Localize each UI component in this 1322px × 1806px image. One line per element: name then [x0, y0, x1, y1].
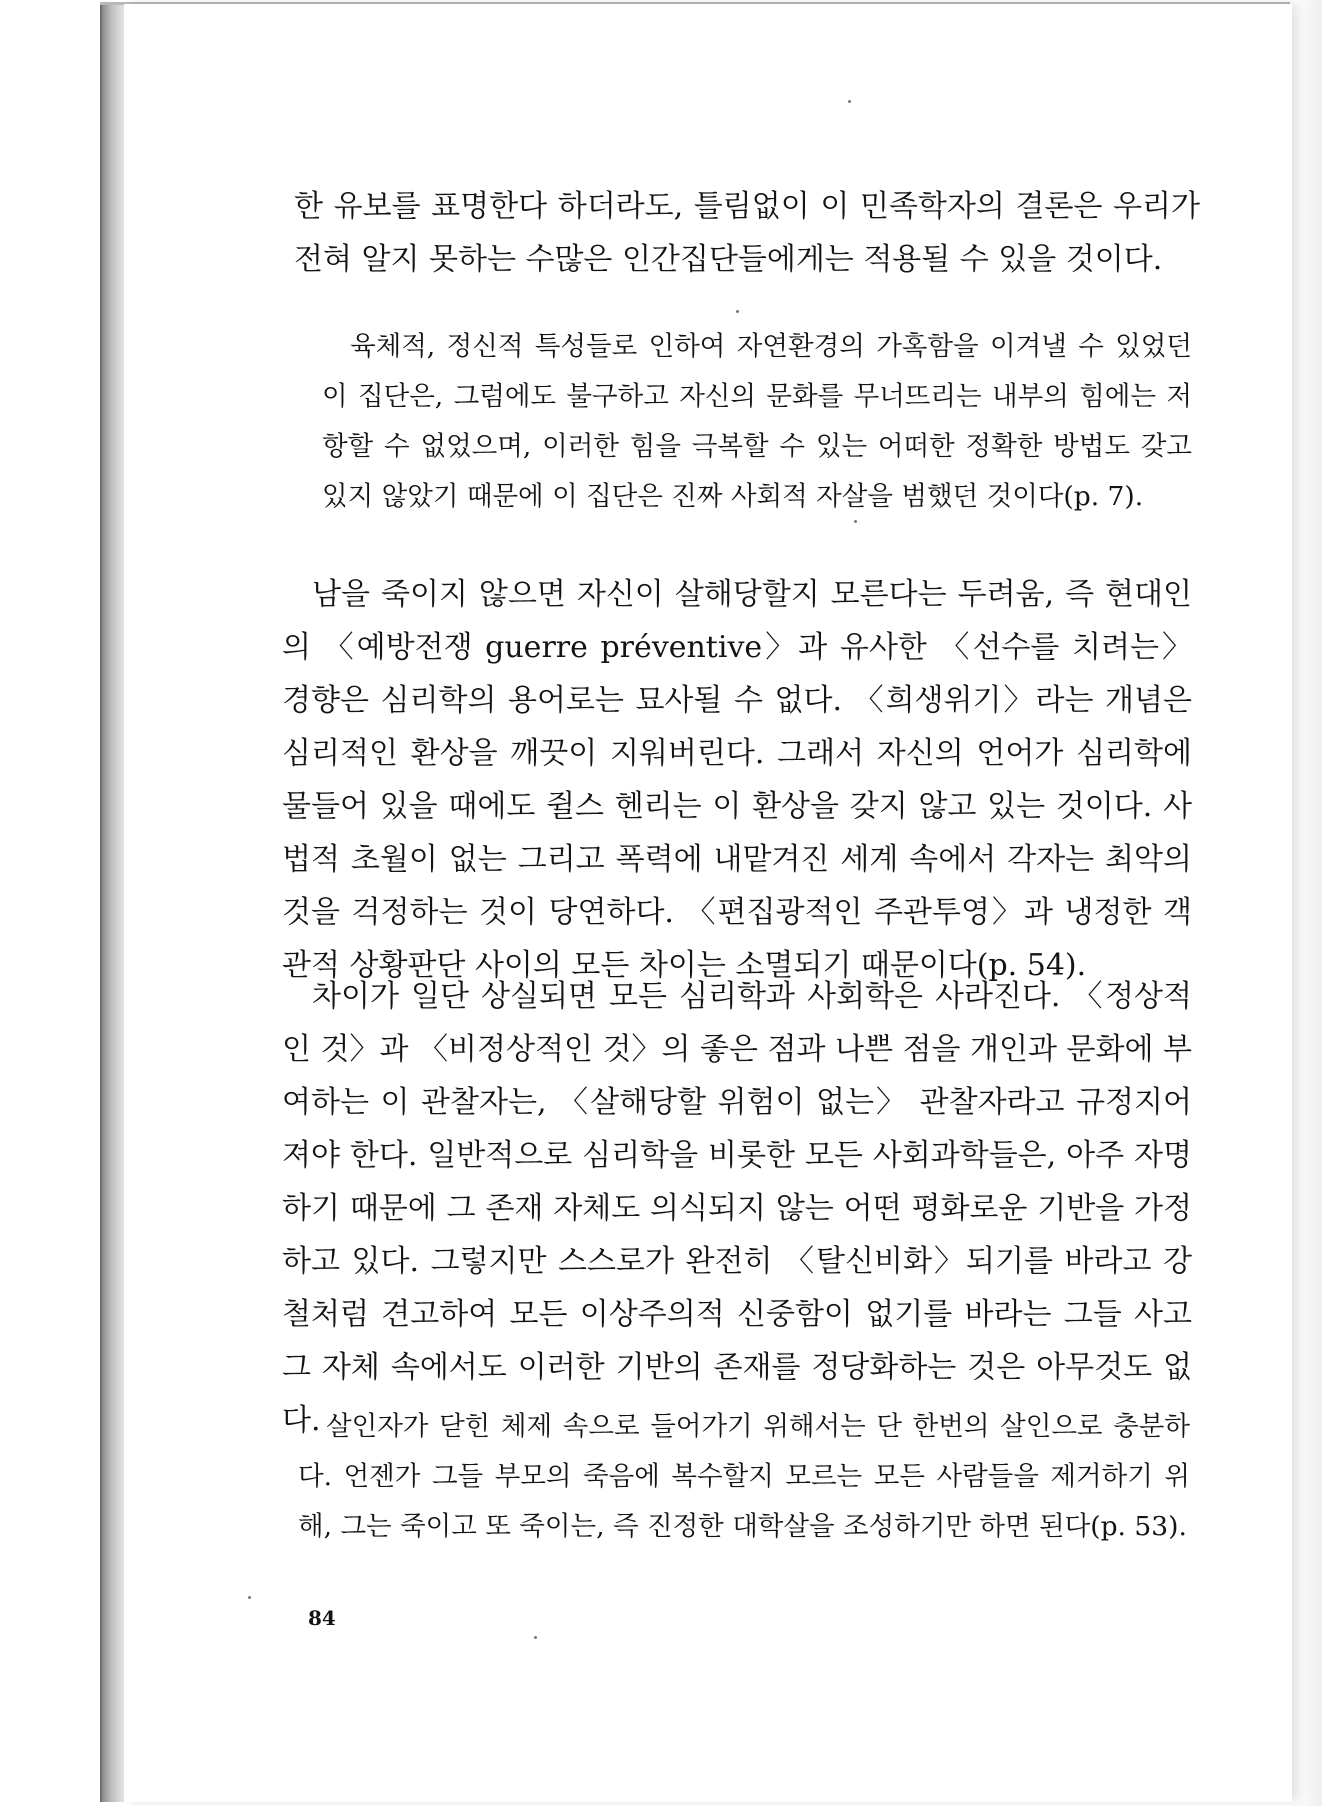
scan-speck: [248, 1596, 251, 1599]
paragraph-2: 남을 죽이지 않으면 자신이 살해당할지 모른다는 두려움, 즉 현대인의 〈예방전쟁 guerre préventive〉과 유사한 〈선수를 치려는〉 경향은 심리학의 용어로는 묘사될 수 없다. 〈희생위기〉라는 개념은 심리적인 환상을 깨끗이 지워버린다. 그래서 자신의 언어가 심리학에 물들어 있을 때에도 쥘스 헨리는 이 환상을 갖지 않고 있는 것이다. 사법적 초월이 없는 그리고 폭력에 내맡겨진 세계 속에서 각자는 최악의 것을 걱정하는 것이 당연하다. 〈편집광적인 주관투영〉과 냉정한 객관적 상황판단 사이의 모든 차이는 소멸되기 때문이다(p. 54).: [282, 577, 1192, 983]
page-number: 84: [308, 1606, 336, 1630]
book-spine-edge: [100, 2, 126, 1802]
scan-speck: [736, 310, 739, 313]
paragraph-3: 차이가 일단 상실되면 모든 심리학과 사회학은 사라진다. 〈정상적인 것〉과 〈비정상적인 것〉의 좋은 점과 나쁜 점을 개인과 문화에 부여하는 이 관찰자는, 〈살해당할 위험이 없는〉 관찰자라고 규정지어져야 한다. 일반적으로 심리학을 비롯한 모든 사회과학들은, 아주 자명하기 때문에 그 존재 자체도 의식되지 않는 어떤 평화로운 기반을 가정하고 있다. 그렇지만 스스로가 완전히 〈탈신비화〉되기를 바라고 강철처럼 견고하여 모든 이상주의적 신중함이 없기를 바라는 그들 사고 그 자체 속에서도 이러한 기반의 존재를 정당화하는 것은 아무것도 없다.: [282, 979, 1192, 1438]
scan-speck: [534, 1636, 537, 1639]
paragraph-continuation: 한 유보를 표명한다 하더라도, 틀림없이 이 민족학자의 결론은 우리가 전혀 알지 못하는 수많은 인간집단들에게는 적용될 수 있을 것이다.: [294, 189, 1200, 277]
block-quote-2: 살인자가 닫힌 체제 속으로 들어가기 위해서는 단 한번의 살인으로 충분하다. 언젠가 그들 부모의 죽음에 복수할지 모르는 모든 사람들을 제거하기 위해, 그는 죽이고 또 죽이는, 즉 진정한 대학살을 조성하기만 하면 된다(p. 53).: [298, 1411, 1190, 1542]
page-right-shadow: [1292, 0, 1322, 1806]
scan-speck: [848, 100, 851, 103]
block-quote-1: 육체적, 정신적 특성들로 인하여 자연환경의 가혹함을 이겨낼 수 있었던 이 집단은, 그럼에도 불구하고 자신의 문화를 무너뜨리는 내부의 힘에는 저항할 수 없었으며, 이러한 힘을 극복할 수 있는 어떠한 정확한 방법도 갖고 있지 않았기 때문에 이 집단은 진짜 사회적 자살을 범했던 것이다(p. 7).: [322, 331, 1192, 512]
scan-speck: [854, 520, 857, 523]
